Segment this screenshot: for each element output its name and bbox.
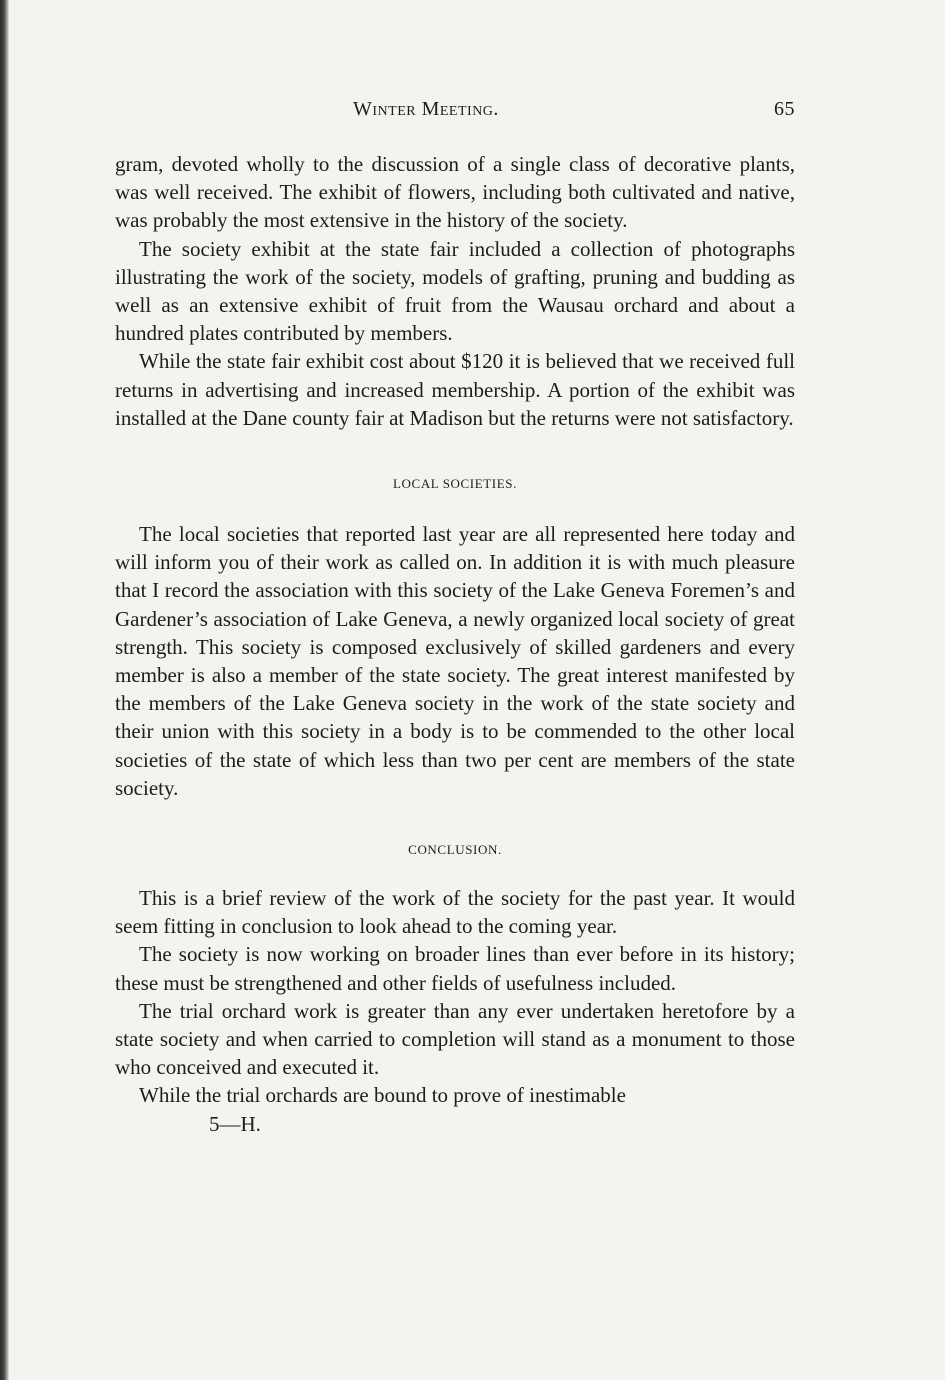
body-text — [115, 150, 795, 1110]
running-header — [115, 98, 795, 128]
paragraph-review: This is a brief review of the work of the society for the past year. It would seem fitting in conclusion to look ahead to the coming year. — [115, 886, 795, 939]
paragraph-local-societies: The local societies that reported last year are all represented here today and will inform you of their work as called on. In addition it is with much pleasure that I record the association with this society of the Lake Geneva Foremen’s and Gardener’s association of Lake Geneva, a newly organized local society of great strength. This society is composed exclusively of skilled gardeners and every member is also a member of the state society. The great interest manifested by the members of the Lake Geneva society in the work of the state society and their union with this society in a body is to be commended to the other local societies of the state of which less than two per cent are members of the state society. — [115, 522, 795, 800]
running-title: Winter Meeting. — [353, 98, 499, 120]
paragraph-broader-lines: The society is now working on broader lines than ever before in its history; these must be strengthened and other fields of usefulness included. — [115, 942, 795, 995]
section-heading-local-societies: LOCAL SOCIETIES. — [393, 476, 517, 492]
binding-edge — [0, 0, 9, 1380]
paragraph-trial-orchard: The trial orchard work is greater than any ever undertaken heretofore by a state society and when carried to completion will stand as a monument to those who conceived and executed it. — [115, 998, 795, 1080]
book-page — [115, 98, 795, 1137]
section-heading-conclusion: CONCLUSION. — [408, 842, 502, 858]
paragraph-continued: gram, devoted wholly to the discussion of a single class of decorative plants, was well received. The exhibit of flowers, including both cultivated and native, was probably the most extensive in the history of the society. — [115, 152, 795, 233]
paragraph-state-fair-exhibit: The society exhibit at the state fair included a collection of photographs illustrating the work of the society, models of grafting, pruning and budding as well as an extensive exhibit of fruit from the Wausau orchard and about a hundred plates contributed by members. — [115, 236, 795, 346]
signature-mark: 5—H. — [209, 1111, 261, 1136]
page-number: 65 — [774, 98, 795, 120]
paragraph-trial-orchards-value: While the trial orchards are bound to prove of inestimable — [139, 1083, 626, 1108]
paragraph-exhibit-cost: While the state fair exhibit cost about $120 it is believed that we received full returns in advertising and increased membership. A portion of the exhibit was installed at the Dane county fair at Madison but the returns were not satisfactory. — [115, 349, 795, 430]
